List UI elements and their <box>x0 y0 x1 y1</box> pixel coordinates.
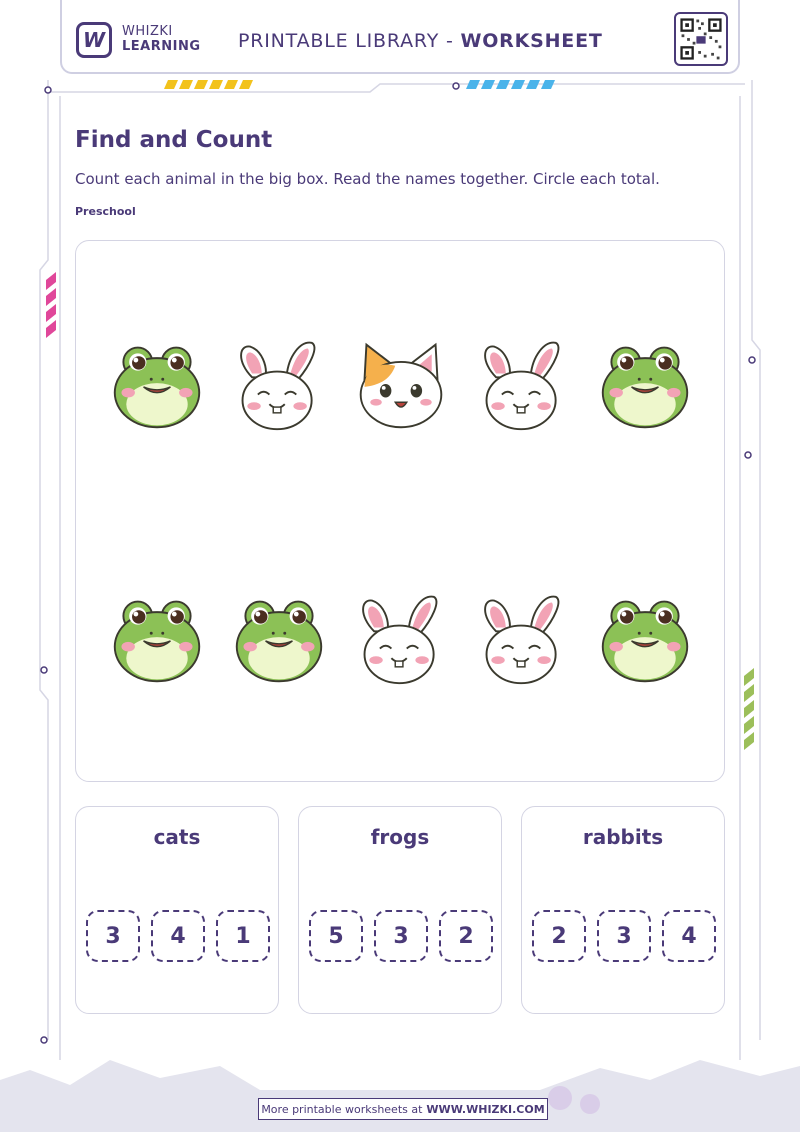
rabbit-icon <box>231 337 327 433</box>
footer-text: More printable worksheets at <box>261 1102 423 1116</box>
answer-options <box>86 910 270 962</box>
qr-code-icon <box>674 12 728 66</box>
header-title-bold: WORKSHEET <box>460 30 603 52</box>
answer-options <box>309 910 493 962</box>
page-header <box>60 0 740 74</box>
logo-letter: W <box>82 28 106 52</box>
frog-icon <box>597 337 693 433</box>
header-title <box>238 30 603 52</box>
frog-icon <box>597 591 693 687</box>
whizki-logo <box>76 22 112 58</box>
answer-option[interactable]: 4 <box>151 910 205 962</box>
answer-option[interactable]: 5 <box>309 910 363 962</box>
brand-name <box>122 24 201 54</box>
frog-icon <box>109 337 205 433</box>
frog-icon <box>231 591 327 687</box>
rabbit-icon <box>475 591 571 687</box>
answer-options <box>532 910 716 962</box>
grade-level: Preschool <box>75 205 136 218</box>
cat-icon <box>353 337 449 433</box>
worksheet-title: Find and Count <box>75 127 273 153</box>
count-box-cats <box>75 806 279 1014</box>
answer-option[interactable]: 3 <box>374 910 428 962</box>
rabbit-icon <box>353 591 449 687</box>
brand-line-2: LEARNING <box>122 39 201 54</box>
animal-picture-box <box>75 240 725 782</box>
count-label: frogs <box>370 825 430 849</box>
header-title-prefix: PRINTABLE LIBRARY - <box>238 30 461 52</box>
count-box-rabbits <box>521 806 725 1014</box>
answer-option[interactable]: 3 <box>86 910 140 962</box>
rabbit-icon <box>475 337 571 433</box>
footer-banner <box>258 1098 548 1120</box>
answer-option[interactable]: 1 <box>216 910 270 962</box>
answer-option[interactable]: 2 <box>439 910 493 962</box>
answer-option[interactable]: 4 <box>662 910 716 962</box>
count-label: rabbits <box>582 825 664 849</box>
count-box-frogs <box>298 806 502 1014</box>
answer-option[interactable]: 3 <box>597 910 651 962</box>
answer-option[interactable]: 2 <box>532 910 586 962</box>
brand-line-1: WHIZKI <box>122 24 173 39</box>
worksheet-instructions: Count each animal in the big box. Read the names together. Circle each total. <box>75 170 660 188</box>
count-label: cats <box>153 825 201 849</box>
footer-link[interactable]: WWW.WHIZKI.COM <box>426 1102 545 1116</box>
frog-icon <box>109 591 205 687</box>
